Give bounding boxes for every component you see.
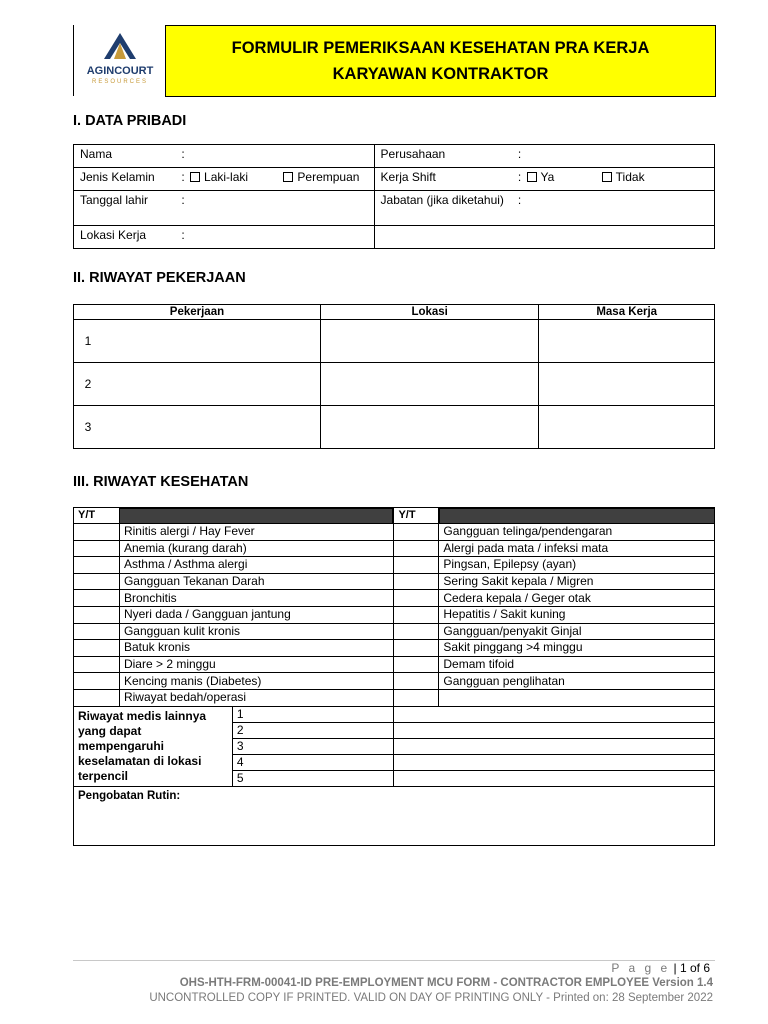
table-row <box>74 640 715 657</box>
condition-label-left: Gangguan kulit kronis <box>119 623 393 640</box>
label-jenis-kelamin: Jenis Kelamin <box>74 168 176 191</box>
yt-header-left: Y/T <box>74 508 120 524</box>
checkbox-laki-laki[interactable] <box>190 172 200 182</box>
yt-cell-right[interactable] <box>394 673 439 690</box>
condition-label-right: Gangguan telinga/pendengaran <box>439 524 715 541</box>
yt-cell-left[interactable] <box>74 590 120 607</box>
agincourt-logo-icon <box>74 25 166 96</box>
riwayat-medis-number: 5 <box>232 770 394 786</box>
condition-label-left: Asthma / Asthma alergi <box>119 557 393 574</box>
label-ya: Ya <box>540 170 555 184</box>
row-number: 1 <box>74 320 102 363</box>
label-kerja-shift: Kerja Shift <box>374 168 512 191</box>
cell-pekerjaan[interactable] <box>102 363 320 406</box>
yt-cell-left[interactable] <box>74 689 120 706</box>
condition-label-right: Demam tifoid <box>439 656 715 673</box>
label-tanggal-lahir: Tanggal lahir <box>74 191 176 226</box>
condition-label-left: Diare > 2 minggu <box>119 656 393 673</box>
table-row <box>74 406 715 449</box>
yt-cell-right[interactable] <box>394 606 439 623</box>
yt-cell-right[interactable] <box>394 590 439 607</box>
hatched-header-left <box>119 508 393 524</box>
riwayat-medis-field[interactable] <box>394 722 715 738</box>
cell-lokasi[interactable] <box>320 320 538 363</box>
uncontrolled-copy-note: UNCONTROLLED COPY IF PRINTED. VALID ON DAY OF PRINTING ONLY - Printed on: 28 September 2022 <box>149 992 713 1004</box>
condition-label-left: Nyeri dada / Gangguan jantung <box>119 606 393 623</box>
riwayat-pekerjaan-table <box>73 304 715 449</box>
title-line-1: FORMULIR PEMERIKSAAN KESEHATAN PRA KERJA <box>231 39 650 57</box>
condition-label-right: Sering Sakit kepala / Migren <box>439 573 715 590</box>
riwayat-medis-field[interactable] <box>394 738 715 754</box>
table-row <box>74 606 715 623</box>
label-tidak: Tidak <box>615 170 645 184</box>
col-masa-kerja: Masa Kerja <box>539 305 715 320</box>
checkbox-tidak[interactable] <box>602 172 612 182</box>
table-row <box>74 573 715 590</box>
table-row <box>74 656 715 673</box>
field-jenis-kelamin: : Laki-laki Perempuan <box>175 168 374 191</box>
condition-label-right <box>439 689 715 706</box>
cell-masa-kerja[interactable] <box>539 406 715 449</box>
pengobatan-rutin-field[interactable] <box>74 786 715 845</box>
form-title <box>165 25 716 97</box>
table-row <box>74 689 715 706</box>
condition-label-right: Sakit pinggang >4 minggu <box>439 640 715 657</box>
section-riwayat-kesehatan-title: III. RIWAYAT KESEHATAN <box>73 474 249 490</box>
yt-cell-left[interactable] <box>74 656 120 673</box>
condition-label-left: Rinitis alergi / Hay Fever <box>119 524 393 541</box>
section-data-pribadi-title: I. DATA PRIBADI <box>73 113 187 129</box>
row-number: 3 <box>74 406 102 449</box>
condition-label-left: Gangguan Tekanan Darah <box>119 573 393 590</box>
yt-cell-right[interactable] <box>394 573 439 590</box>
table-row <box>74 540 715 557</box>
page-indicator <box>611 961 710 975</box>
yt-cell-left[interactable] <box>74 573 120 590</box>
yt-cell-left[interactable] <box>74 606 120 623</box>
table-row <box>74 590 715 607</box>
table-row <box>74 623 715 640</box>
condition-label-right: Gangguan/penyakit Ginjal <box>439 623 715 640</box>
condition-label-right: Hepatitis / Sakit kuning <box>439 606 715 623</box>
cell-masa-kerja[interactable] <box>539 320 715 363</box>
yt-cell-left[interactable] <box>74 673 120 690</box>
yt-cell-right[interactable] <box>394 656 439 673</box>
condition-label-left: Bronchitis <box>119 590 393 607</box>
page-word: P a g e <box>611 961 671 975</box>
document-id: OHS-HTH-FRM-00041-ID PRE-EMPLOYMENT MCU FORM - CONTRACTOR EMPLOYEE Version 1.4 <box>179 977 713 989</box>
label-perempuan: Perempuan <box>297 170 360 184</box>
riwayat-medis-number: 1 <box>232 706 394 722</box>
label-jabatan: Jabatan (jika diketahui) <box>374 191 512 226</box>
table-row <box>74 363 715 406</box>
cell-pekerjaan[interactable] <box>102 320 320 363</box>
riwayat-medis-number: 2 <box>232 722 394 738</box>
yt-cell-left[interactable] <box>74 540 120 557</box>
condition-label-left: Anemia (kurang darah) <box>119 540 393 557</box>
logo-area <box>73 25 166 96</box>
table-row <box>74 673 715 690</box>
row-number: 2 <box>74 363 102 406</box>
yt-cell-left[interactable] <box>74 640 120 657</box>
label-lokasi-kerja: Lokasi Kerja <box>74 226 176 249</box>
cell-lokasi[interactable] <box>320 363 538 406</box>
checkbox-perempuan[interactable] <box>283 172 293 182</box>
riwayat-kesehatan-table <box>73 507 715 846</box>
cell-masa-kerja[interactable] <box>539 363 715 406</box>
yt-cell-right[interactable] <box>394 640 439 657</box>
condition-label-right: Cedera kepala / Geger otak <box>439 590 715 607</box>
condition-label-left: Batuk kronis <box>119 640 393 657</box>
yt-cell-left[interactable] <box>74 557 120 574</box>
yt-cell-right[interactable] <box>394 557 439 574</box>
condition-label-left: Kencing manis (Diabetes) <box>119 673 393 690</box>
riwayat-medis-field[interactable] <box>394 706 715 722</box>
yt-cell-right[interactable] <box>394 540 439 557</box>
field-nama[interactable]: : <box>175 145 374 168</box>
cell-pekerjaan[interactable] <box>102 406 320 449</box>
hatched-header-right <box>439 508 715 524</box>
riwayat-medis-lainnya-label: Riwayat medis lainnya yang dapat mempengaruhi keselamatan di lokasi terpencil <box>74 706 233 786</box>
condition-label-right: Gangguan penglihatan <box>439 673 715 690</box>
section-riwayat-pekerjaan-title: II. RIWAYAT PEKERJAAN <box>73 270 246 286</box>
label-perusahaan: Perusahaan <box>374 145 512 168</box>
riwayat-medis-field[interactable] <box>394 754 715 770</box>
title-line-2: KARYAWAN KONTRAKTOR <box>332 65 549 83</box>
field-tanggal-lahir[interactable]: : <box>175 191 374 226</box>
col-lokasi: Lokasi <box>320 305 538 320</box>
col-pekerjaan: Pekerjaan <box>74 305 321 320</box>
label-laki-laki: Laki-laki <box>204 170 249 184</box>
field-perusahaan[interactable]: : <box>512 145 715 168</box>
field-jabatan[interactable]: : <box>512 191 715 226</box>
logo-text: AGINCOURT <box>86 65 154 77</box>
table-row <box>74 524 715 541</box>
checkbox-ya[interactable] <box>527 172 537 182</box>
table-row <box>74 557 715 574</box>
label-nama: Nama <box>74 145 176 168</box>
yt-cell-right[interactable] <box>394 623 439 640</box>
yt-cell-right[interactable] <box>394 524 439 541</box>
yt-cell-right[interactable] <box>394 689 439 706</box>
riwayat-medis-field[interactable] <box>394 770 715 786</box>
yt-cell-left[interactable] <box>74 524 120 541</box>
data-pribadi-table <box>73 144 715 249</box>
page-number: | 1 of 6 <box>673 961 710 975</box>
empty-cell <box>374 226 714 249</box>
field-kerja-shift: : Ya Tidak <box>512 168 715 191</box>
cell-lokasi[interactable] <box>320 406 538 449</box>
pengobatan-rutin-label: Pengobatan Rutin: <box>78 789 181 802</box>
riwayat-medis-number: 4 <box>232 754 394 770</box>
logo-subtext: RESOURCES <box>91 79 148 85</box>
riwayat-medis-number: 3 <box>232 738 394 754</box>
yt-cell-left[interactable] <box>74 623 120 640</box>
condition-label-left: Riwayat bedah/operasi <box>119 689 393 706</box>
yt-header-right: Y/T <box>394 508 439 524</box>
field-lokasi-kerja[interactable]: : <box>175 226 374 249</box>
condition-label-right: Pingsan, Epilepsy (ayan) <box>439 557 715 574</box>
table-row <box>74 320 715 363</box>
condition-label-right: Alergi pada mata / infeksi mata <box>439 540 715 557</box>
